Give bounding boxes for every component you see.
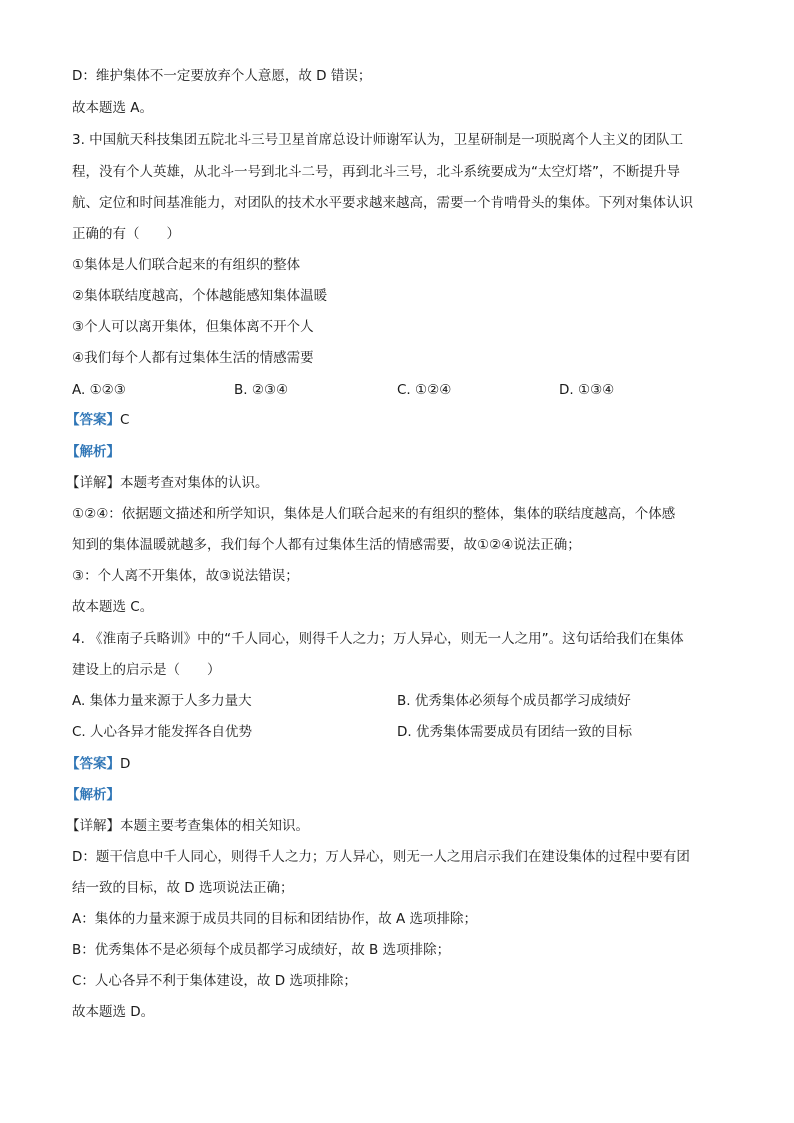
- q4-conclusion: 故本题选 D。: [72, 1004, 155, 1020]
- detail-tag: 【详解】: [66, 475, 120, 491]
- q3-stem-line: 航、定位和时间基准能力，对团队的技术水平要求越来越高，需要一个肯啃骨头的集体。下列对集体认识: [72, 195, 693, 211]
- q3-detail: [66, 474, 716, 492]
- detail-text: 本题考查对集体的认识。: [120, 475, 269, 491]
- q4-explanation-line: B：优秀集体不是必须每个成员都学习成绩好，故 B 选项排除；: [72, 942, 451, 958]
- q4-option-b: B. 优秀集体必须每个成员都学习成绩好: [397, 693, 631, 709]
- q4-explanation-line: C：人心各异不利于集体建设，故 D 选项排除；: [72, 973, 357, 989]
- q3-statement: ②集体联结度越高，个体越能感知集体温暖: [72, 288, 328, 304]
- q4-explanation-line: A：集体的力量来源于成员共同的目标和团结协作，故 A 选项排除；: [72, 911, 478, 927]
- q3-statement: ③个人可以离开集体，但集体离不开个人: [72, 319, 314, 335]
- q2-conclusion: 故本题选 A。: [72, 100, 154, 116]
- q4-stem-line: 4. 《淮南子兵略训》中的“千人同心，则得千人之力；万人异心，则无一人之用”。这句话给我们在集体: [72, 631, 684, 647]
- q3-option-c: C. ①②④: [397, 382, 452, 398]
- q3-explanation-line: ③：个人离不开集体，故③说法错误；: [72, 568, 299, 584]
- q2-option-d-explanation: D：维护集体不一定要放弃个人意愿，故 D 错误；: [72, 68, 372, 84]
- q3-stem-line: 正确的有（ ）: [72, 226, 180, 242]
- q3-statement: ④我们每个人都有过集体生活的情感需要: [72, 350, 314, 366]
- q3-option-b: B. ②③④: [234, 382, 289, 398]
- answer-value: D: [120, 756, 131, 772]
- q3-explanation-line: 知到的集体温暖就越多，我们每个人都有过集体生活的情感需要，故①②④说法正确；: [72, 537, 581, 553]
- q3-option-d: D. ①③④: [559, 382, 615, 398]
- q3-conclusion: 故本题选 C。: [72, 599, 154, 615]
- detail-tag: 【详解】: [66, 818, 120, 834]
- q4-analysis-heading: [66, 786, 716, 804]
- answer-tag: 【答案】: [66, 412, 120, 428]
- q3-analysis-heading: [66, 443, 716, 461]
- q4-explanation-line: 结一致的目标，故 D 选项说法正确；: [72, 880, 294, 896]
- q3-statement: ①集体是人们联合起来的有组织的整体: [72, 257, 301, 273]
- detail-text: 本题主要考查集体的相关知识。: [120, 818, 309, 834]
- q3-option-a: A. ①②③: [72, 382, 126, 398]
- q4-stem-line: 建设上的启示是（ ）: [72, 662, 221, 678]
- q4-detail: [66, 817, 716, 835]
- q4-option-a: A. 集体力量来源于人多力量大: [72, 693, 252, 709]
- answer-value: C: [120, 412, 130, 428]
- answer-tag: 【答案】: [66, 756, 120, 772]
- analysis-tag: 【解析】: [66, 444, 120, 460]
- q4-explanation-line: D：题干信息中千人同心，则得千人之力；万人异心，则无一人之用启示我们在建设集体的过程中要有团: [72, 849, 690, 865]
- q4-option-c: C. 人心各异才能发挥各自优势: [72, 724, 253, 740]
- q4-option-d: D. 优秀集体需要成员有团结一致的目标: [397, 724, 632, 740]
- q3-explanation-line: ①②④：依据题文描述和所学知识，集体是人们联合起来的有组织的整体，集体的联结度越高，个体感: [72, 506, 676, 522]
- q3-answer: [66, 411, 716, 429]
- analysis-tag: 【解析】: [66, 787, 120, 803]
- q3-stem-line: 3. 中国航天科技集团五院北斗三号卫星首席总设计师谢军认为，卫星研制是一项脱离个人主义的团队工: [72, 132, 684, 148]
- q3-stem-line: 程，没有个人英雄，从北斗一号到北斗二号，再到北斗三号，北斗系统要成为“太空灯塔”，不断提升导: [72, 164, 680, 180]
- q4-answer: [66, 755, 716, 773]
